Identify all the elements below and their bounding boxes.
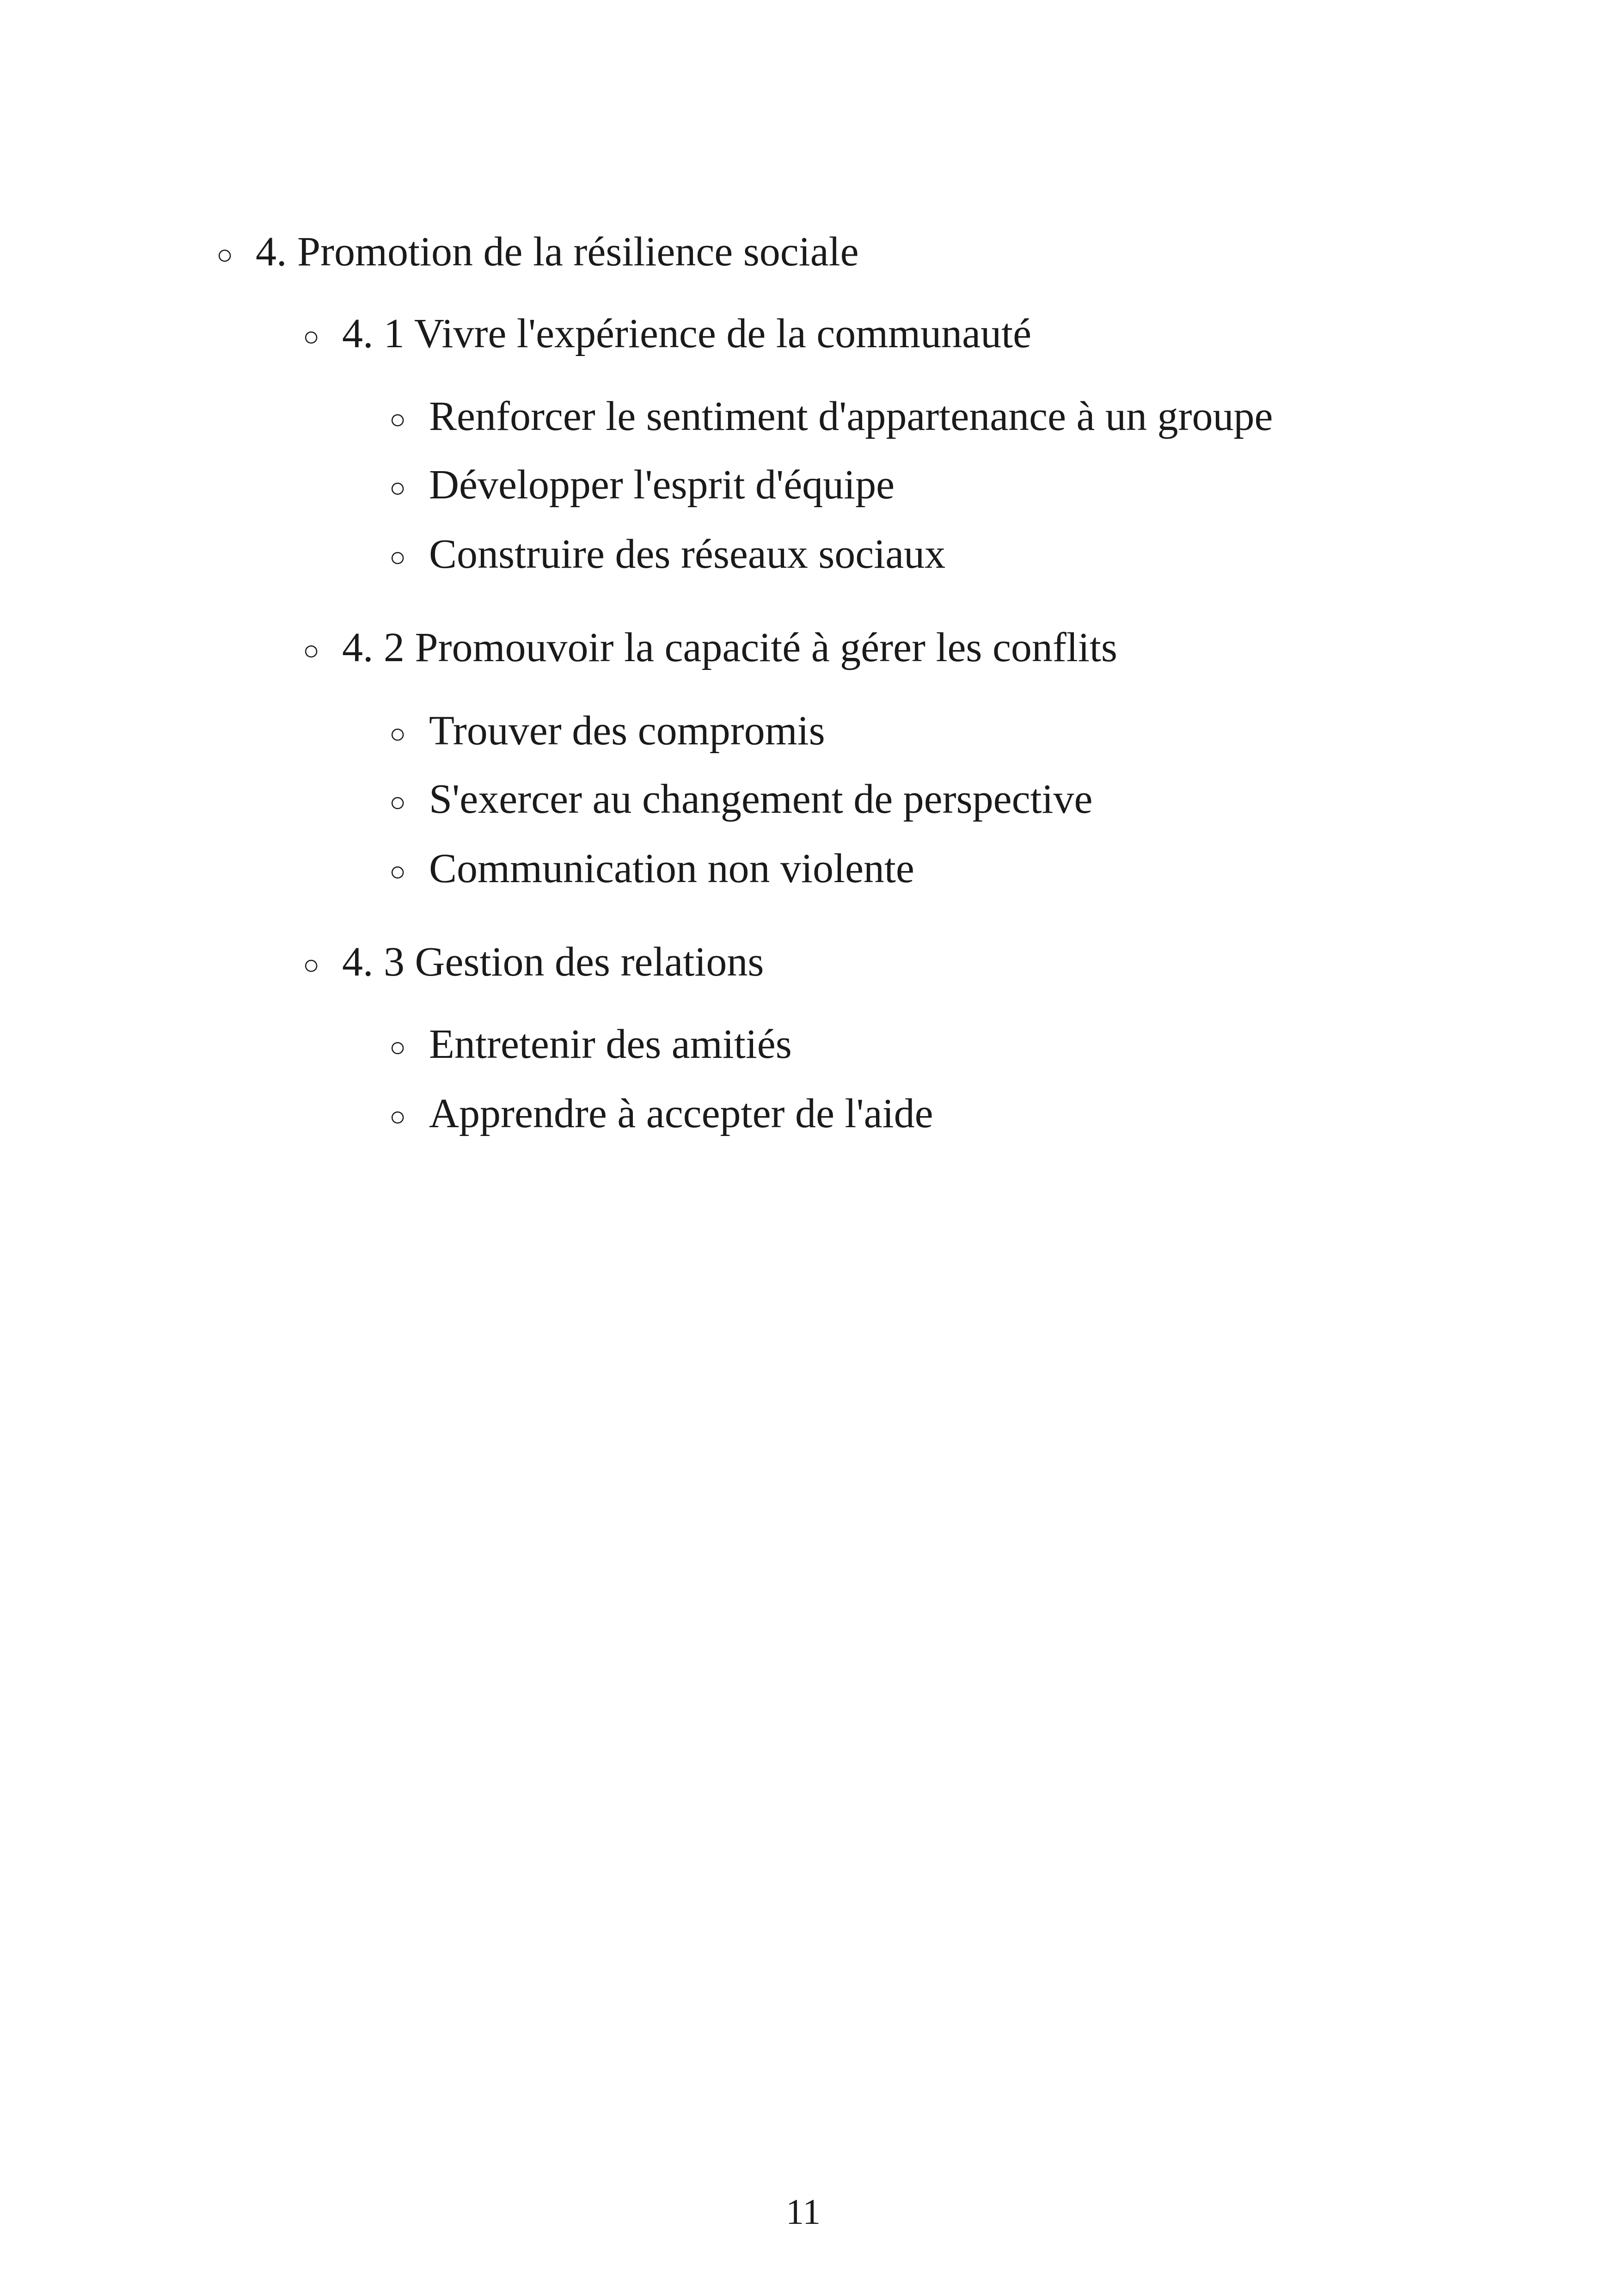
- bullet-circle-icon: ○: [303, 635, 320, 666]
- list-item: Communication non violente: [429, 846, 914, 891]
- bullet-circle-icon: ○: [389, 473, 406, 503]
- bullet-circle-icon: ○: [303, 321, 320, 352]
- list-item: Construire des réseaux sociaux: [429, 531, 946, 577]
- section-heading: 4. 2 Promouvoir la capacité à gérer les conflits: [342, 625, 1117, 670]
- bullet-circle-icon: ○: [389, 718, 406, 749]
- outline-title: 4. Promotion de la résilience sociale: [256, 229, 859, 275]
- list-item: Trouver des compromis: [429, 708, 825, 754]
- bullet-circle-icon: ○: [303, 950, 320, 980]
- list-item: S'exercer au changement de perspective: [429, 776, 1093, 822]
- list-item: Apprendre à accepter de l'aide: [429, 1091, 933, 1136]
- section-heading: 4. 1 Vivre l'expérience de la communauté: [342, 311, 1032, 356]
- bullet-circle-icon: ○: [389, 1032, 406, 1062]
- bullet-circle-icon: ○: [389, 856, 406, 887]
- list-item: Renforcer le sentiment d'appartenance à un groupe: [429, 393, 1273, 439]
- bullet-circle-icon: ○: [389, 404, 406, 435]
- bullet-circle-icon: ○: [216, 239, 233, 270]
- bullet-circle-icon: ○: [389, 1101, 406, 1132]
- bullet-circle-icon: ○: [389, 787, 406, 817]
- page-number: 11: [786, 2192, 821, 2232]
- list-item: Entretenir des amitiés: [429, 1021, 792, 1067]
- list-item: Développer l'esprit d'équipe: [429, 462, 895, 508]
- section-heading: 4. 3 Gestion des relations: [342, 939, 764, 985]
- bullet-circle-icon: ○: [389, 542, 406, 572]
